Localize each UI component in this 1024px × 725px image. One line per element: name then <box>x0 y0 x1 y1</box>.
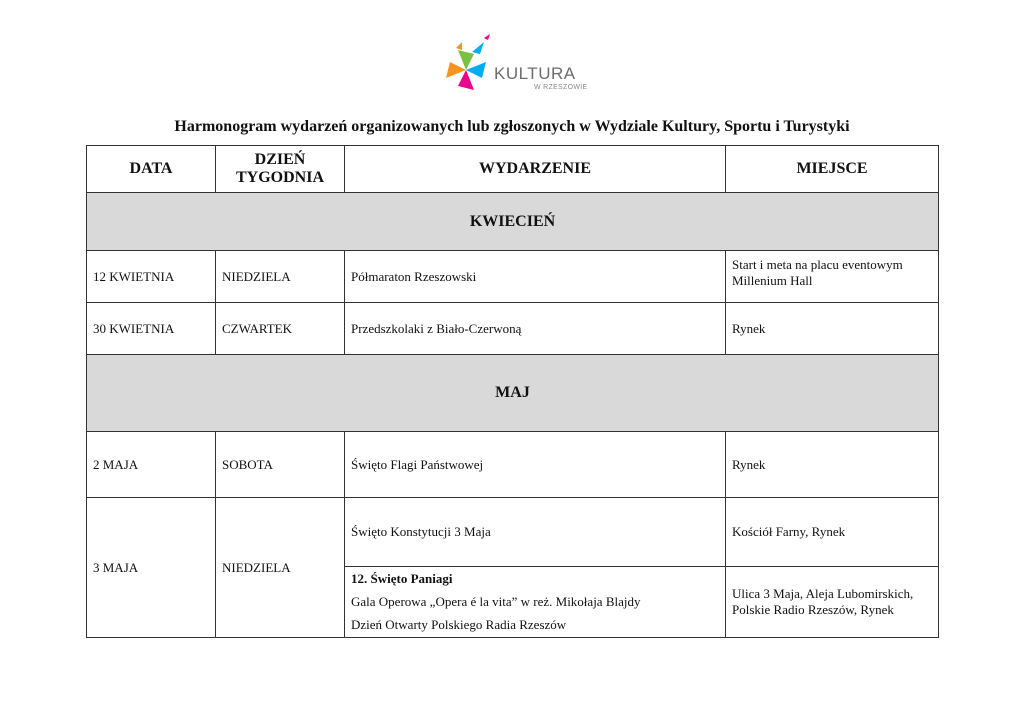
header-row <box>87 146 939 193</box>
header-event: WYDARZENIE <box>345 146 726 193</box>
header-day <box>216 146 345 193</box>
row-event: Święto Flagi Państwowej <box>345 432 726 498</box>
row-date: 30 KWIETNIA <box>87 303 216 355</box>
row-sub-event <box>345 567 726 638</box>
row-place <box>726 251 939 303</box>
month-row <box>87 355 939 432</box>
row-date: 12 KWIETNIA <box>87 251 216 303</box>
table-row <box>87 498 939 567</box>
row-day: NIEDZIELA <box>216 498 345 638</box>
row-event: Półmaraton Rzeszowski <box>345 251 726 303</box>
row-place: Kościół Farny, Rynek <box>726 498 939 567</box>
row-place: Rynek <box>726 303 939 355</box>
header-place: MIEJSCE <box>726 146 939 193</box>
kultura-logo <box>420 26 610 106</box>
header-day-line2: TYGODNIA <box>235 169 324 186</box>
row-day: CZWARTEK <box>216 303 345 355</box>
table-row <box>87 432 939 498</box>
sub-event-line1: Gala Operowa „Opera é la vita” w reż. Mikołaja Blajdy <box>351 594 641 609</box>
row-sub-place <box>726 567 939 638</box>
logo-wordmark: KULTURA <box>494 64 576 83</box>
header-date: DATA <box>87 146 216 193</box>
row-place: Rynek <box>726 432 939 498</box>
page-title: Harmonogram wydarzeń organizowanych lub zgłoszonych w Wydziale Kultury, Sportu i Turystyki <box>174 118 850 135</box>
row-day: SOBOTA <box>216 432 345 498</box>
table-row <box>87 303 939 355</box>
sub-event-line2: Dzień Otwarty Polskiego Radia Rzeszów <box>351 617 567 632</box>
month-row <box>87 193 939 251</box>
pinwheel-icon <box>428 32 502 102</box>
sub-place-line1: Ulica 3 Maja, Aleja Lubomirskich, <box>732 586 914 601</box>
events-table <box>86 145 939 638</box>
sub-event-title: 12. Święto Paniagi <box>351 571 453 586</box>
row-date: 2 MAJA <box>87 432 216 498</box>
row-place-line2: Millenium Hall <box>732 273 813 288</box>
row-event: Święto Konstytucji 3 Maja <box>345 498 726 567</box>
logo-subtitle: W RZESZOWIE <box>534 84 588 91</box>
row-date: 3 MAJA <box>87 498 216 638</box>
sub-place-line2: Polskie Radio Rzeszów, Rynek <box>732 602 894 617</box>
header-day-line1: DZIEŃ <box>254 151 306 168</box>
row-place-line1: Start i meta na placu eventowym <box>732 257 903 272</box>
row-event: Przedszkolaki z Biało-Czerwoną <box>345 303 726 355</box>
row-day: NIEDZIELA <box>216 251 345 303</box>
table-row <box>87 251 939 303</box>
month-may: MAJ <box>87 355 939 432</box>
month-april: KWIECIEŃ <box>87 193 939 251</box>
